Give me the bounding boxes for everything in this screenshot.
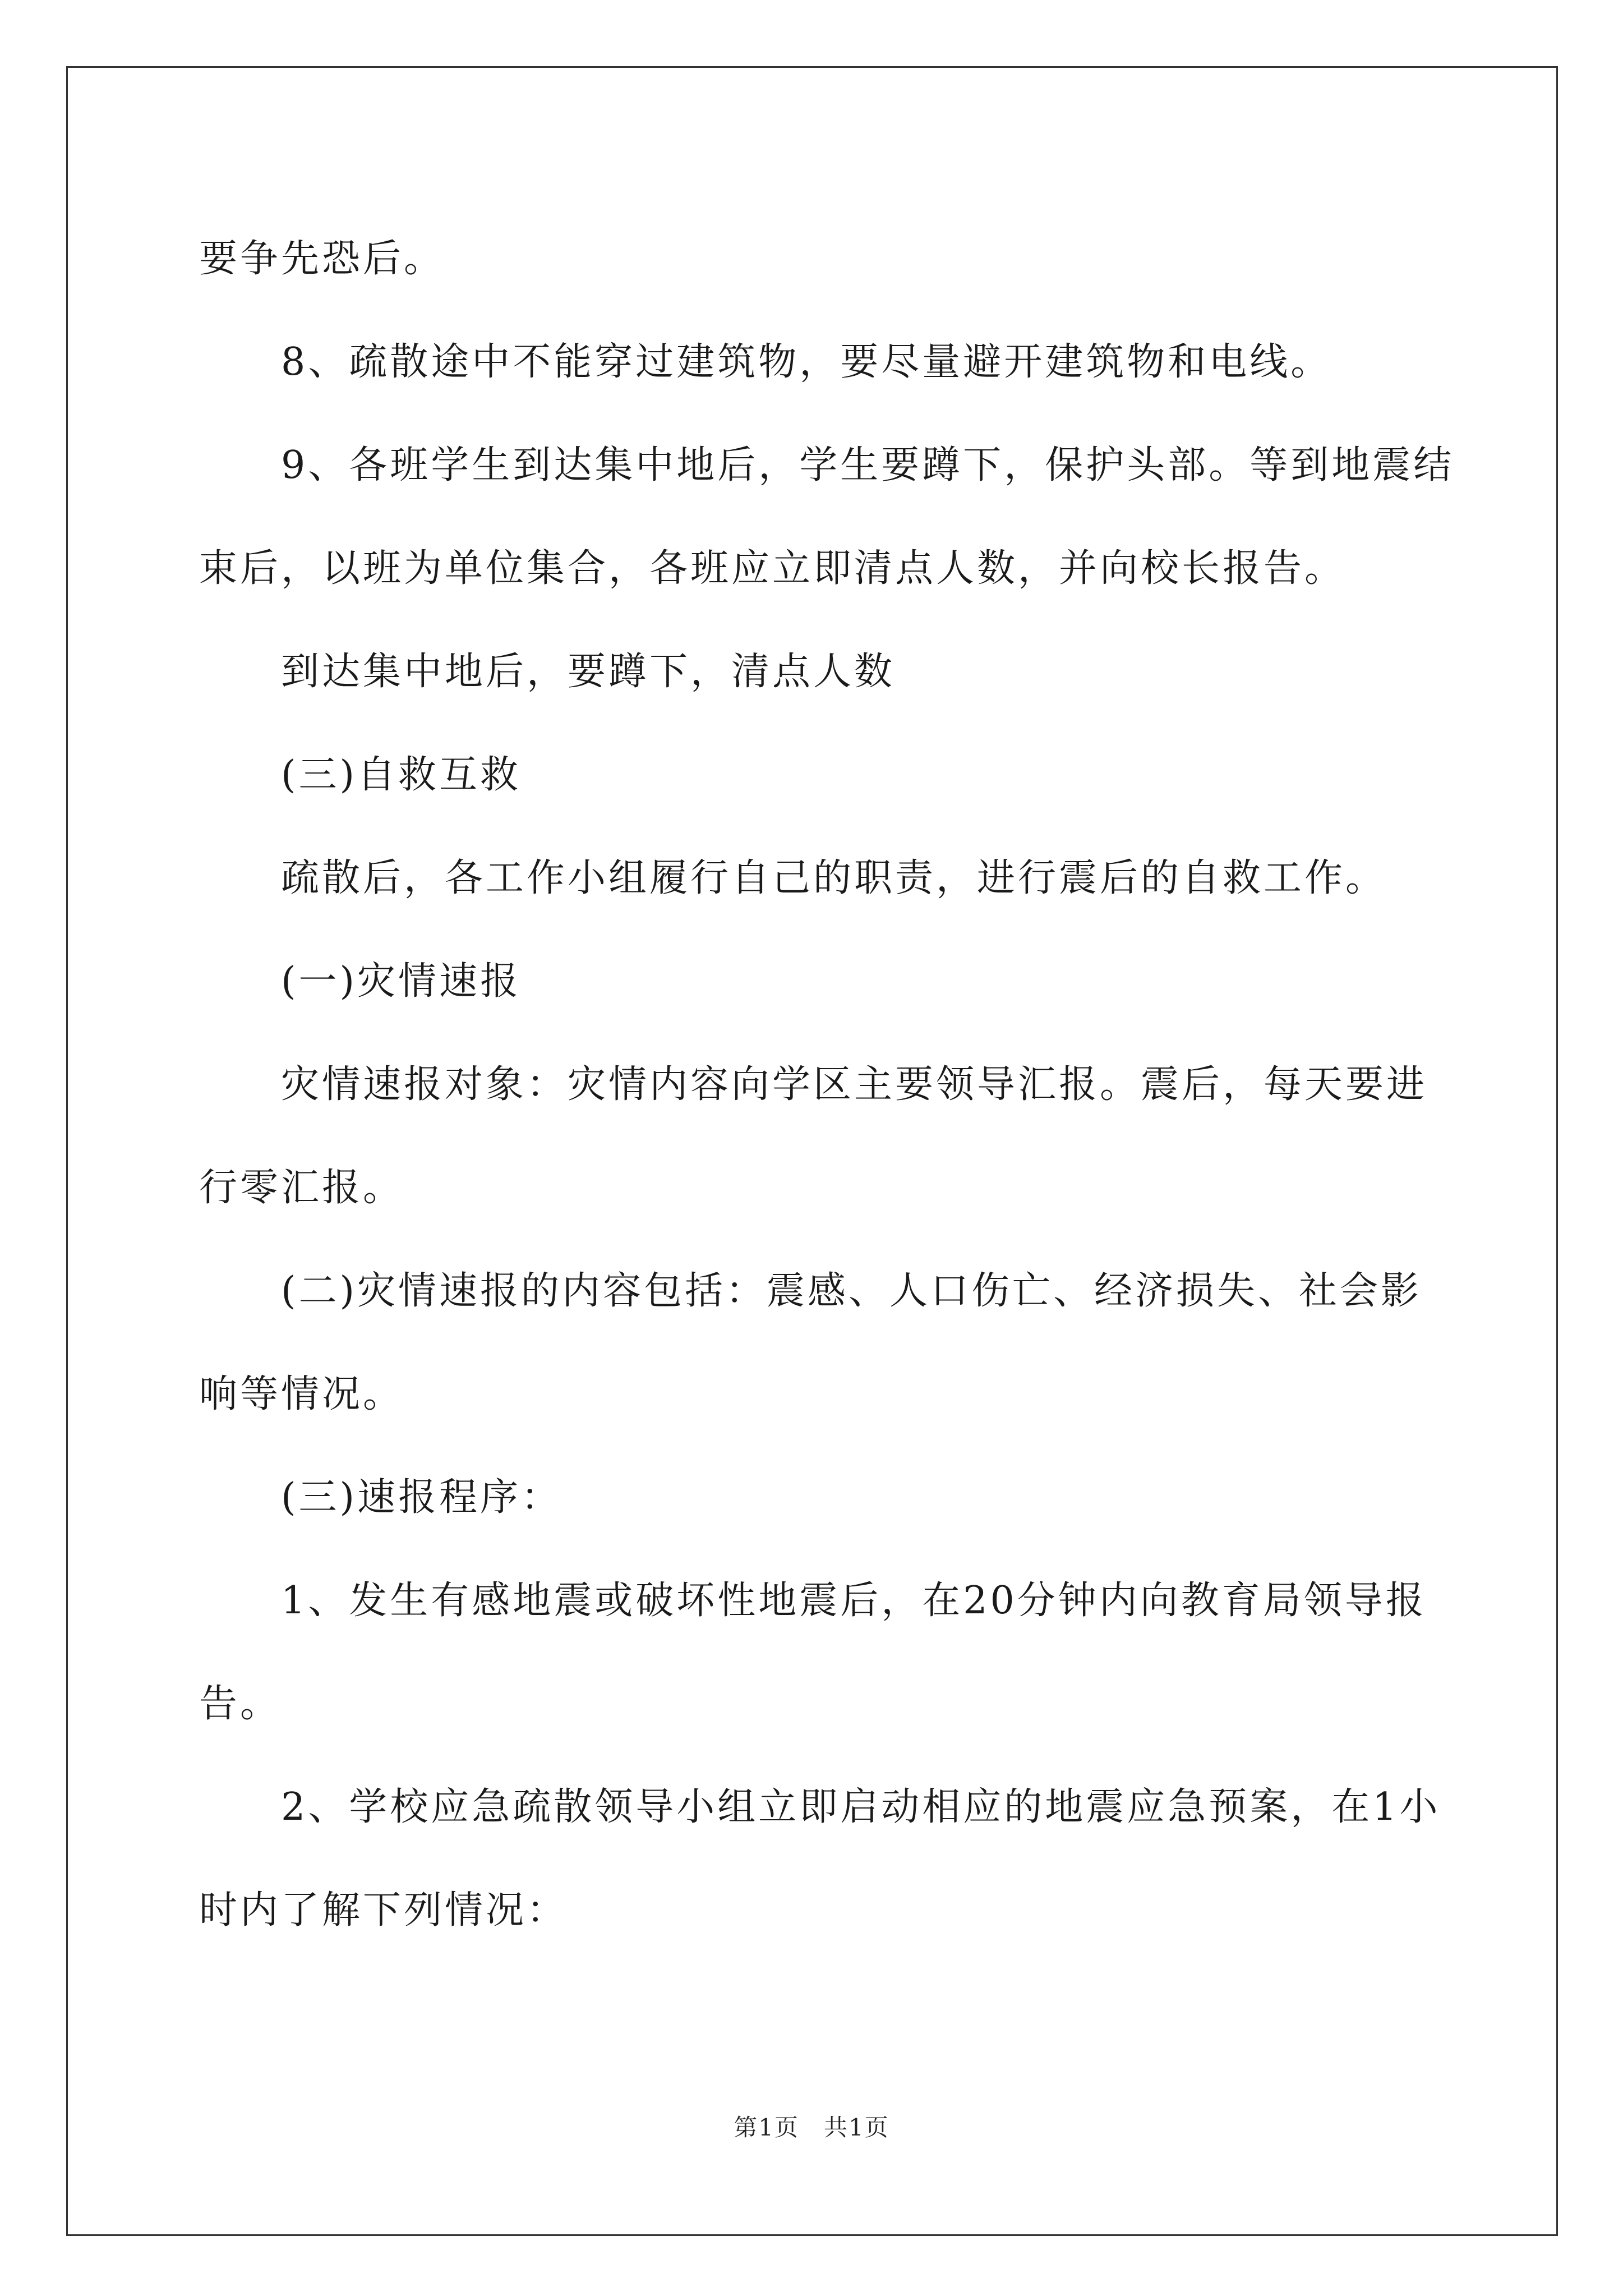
section-heading: (三)自救互救 [281, 753, 522, 797]
text-line: 响等情况。 [199, 1372, 404, 1416]
text-line: 到达集中地后，要蹲下，清点人数 [281, 650, 896, 694]
text-line: 灾情速报对象：灾情内容向学区主要领导汇报。震后，每天要进 [281, 1062, 1428, 1107]
text-line: 行零汇报。 [199, 1166, 404, 1210]
text-line: 9、各班学生到达集中地后，学生要蹲下，保护头部。等到地震结 [281, 443, 1455, 487]
section-heading: (一)灾情速报 [281, 959, 522, 1004]
text-line: 束后，以班为单位集合，各班应立即清点人数，并向校长报告。 [199, 546, 1346, 591]
text-line: 告。 [199, 1682, 282, 1726]
text-line: 要争先恐后。 [199, 237, 445, 281]
text-line: 8、疏散途中不能穿过建筑物，要尽量避开建筑物和电线。 [281, 340, 1332, 384]
text-line: (二)灾情速报的内容包括：震感、人口伤亡、经济损失、社会影 [281, 1269, 1422, 1313]
document-body [199, 208, 1455, 1962]
text-line: 2、学校应急疏散领导小组立即启动相应的地震应急预案，在1小 [281, 1785, 1441, 1829]
text-line: 1、发生有感地震或破坏性地震后，在20分钟内向教育局领导报 [281, 1579, 1427, 1623]
text-line: 时内了解下列情况： [199, 1888, 568, 1932]
section-heading: (三)速报程序： [281, 1475, 562, 1520]
text-line: 疏散后，各工作小组履行自己的职责，进行震后的自救工作。 [281, 856, 1387, 900]
page-footer: 第1页 共1页 [734, 2114, 889, 2141]
